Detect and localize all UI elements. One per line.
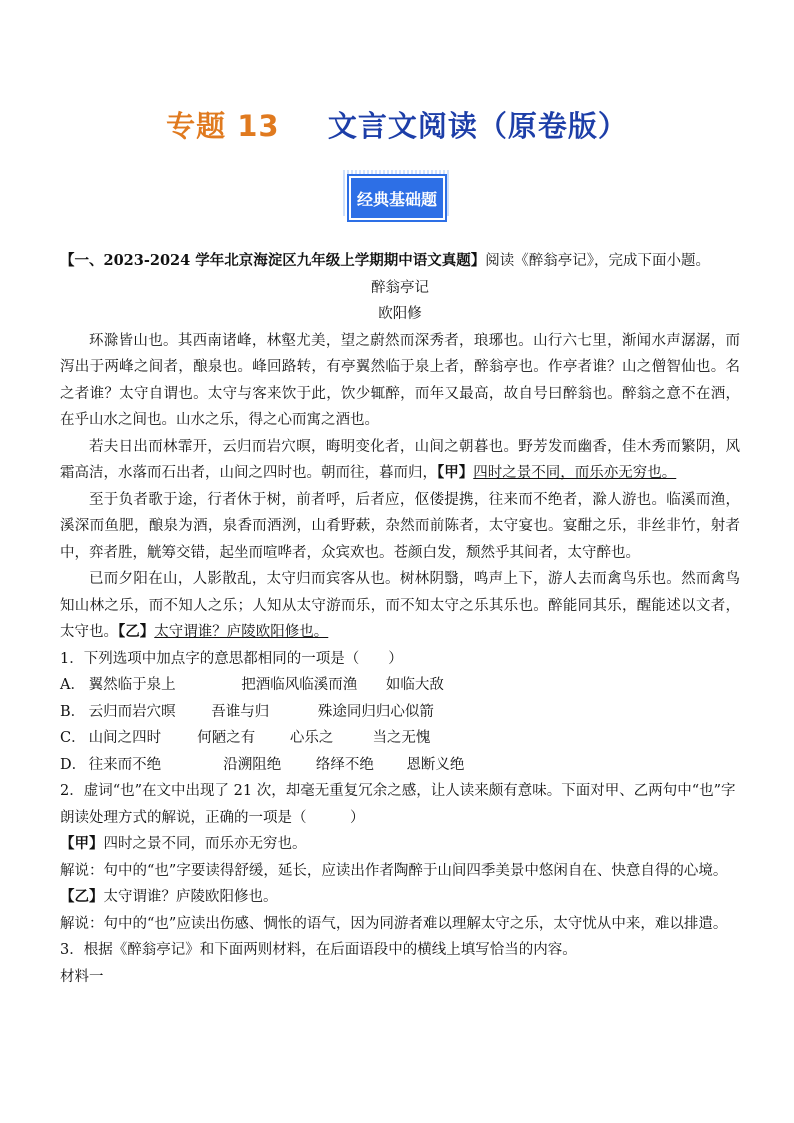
question-2-jia: [60, 831, 740, 858]
option-item: 恩断义绝: [406, 756, 465, 773]
option-item: 山间之四时: [88, 730, 162, 746]
question-2-stem: 2．虚词“也”在文中出现了 21 次，却毫无重复冗余之感，让人读来颇有意味。下面对甲、乙两句中“也”字朗读处理方式的解说，正确的一项是（ ）: [60, 783, 736, 826]
question-3-stem: 3．根据《醉翁亭记》和下面两则材料，在后面语段中的横线上填写恰当的内容。: [60, 942, 577, 958]
question-1-option-c: [60, 725, 740, 752]
article-paragraph-2: [60, 434, 740, 487]
option-item: 络绎不绝: [315, 756, 374, 773]
option-item: 吾谁与归: [211, 703, 270, 720]
question-2-yi-note: 解说：句中的“也”应读出伤感、惆怅的语气，因为同游者难以理解太守之乐，太守忧从中来，难以排遣。: [60, 915, 728, 932]
question-2-yi: [60, 884, 740, 911]
material-one-label: 材料一: [60, 968, 104, 985]
option-item: 把酒临风临溪而渔: [241, 677, 358, 693]
document-body: [60, 248, 740, 990]
option-item: 翼然临于泉上: [88, 677, 176, 693]
page-title: [0, 104, 794, 145]
underlined-sentence-yi: 太守谓谁？庐陵欧阳修也。: [154, 624, 329, 640]
title-main: 文言文阅读（原卷版）: [327, 109, 628, 143]
option-label: B．: [60, 703, 86, 720]
sentence-jia: 四时之景不同，而乐亦无穷也。: [103, 836, 307, 852]
option-label: C．: [60, 730, 86, 746]
option-item: 殊途同归归心似箭: [317, 703, 434, 720]
mark-jia: 【甲】: [437, 464, 474, 481]
option-item: 沿溯阻绝: [223, 756, 282, 773]
option-item: 当之无愧: [372, 730, 431, 746]
mark-jia: 【甲】: [60, 835, 104, 852]
section-badge: [349, 176, 445, 224]
article-paragraph-4: [60, 566, 740, 646]
option-item: 心乐之: [289, 730, 334, 746]
badge-label: 经典基础题: [349, 176, 445, 220]
option-item: 何陋之有: [197, 730, 256, 746]
sentence-yi: 太守谓谁？庐陵欧阳修也。: [103, 889, 278, 905]
reading-instruction: 阅读《醉翁亭记》，完成下面小题。: [485, 253, 711, 269]
option-item: 云归而岩穴暝: [88, 703, 176, 720]
article-paragraph-3: 至于负者歌于途，行者休于树，前者呼，后者应，伛偻提携，往来而不绝者，滁人游也。临溪而渔，溪深而鱼肥，酿泉为酒，泉香而酒洌，山肴野蔌，杂然而前陈者，太守宴也。宴酣之乐，非丝非竹，射者中，弈者胜，觥筹交错，起坐而喧哗者，众宾欢也。苍颜白发，颓然乎其间者，太守醉也。: [60, 491, 740, 561]
option-label: D．: [60, 756, 87, 773]
question-1-option-d: [60, 752, 740, 779]
option-item: 往来而不绝: [88, 756, 162, 773]
title-prefix: 专题 13: [166, 109, 280, 143]
paragraph-4-text: 已而夕阳在山，人影散乱，太守归而宾客从也。树林阴翳，鸣声上下，游人去而禽鸟乐也。然而禽鸟知山林之乐，而不知人之乐；人知从太守游而乐，而不知太守之乐其乐也。醉能同其乐，醒能述以文者，太守也。: [60, 571, 740, 640]
article-author: 欧阳修: [378, 306, 422, 322]
option-item: 如临大敌: [385, 677, 444, 693]
underlined-sentence-jia: 四时之景不同，而乐亦无穷也。: [473, 465, 677, 481]
option-label: A．: [60, 677, 85, 693]
section-heading: [60, 248, 740, 275]
mark-yi: 【乙】: [60, 888, 104, 905]
question-source: 【一、2023-2024 学年北京海淀区九年级上学期期中语文真题】: [60, 252, 486, 269]
question-1-option-b: [60, 699, 740, 726]
question-2-jia-note: 解说：句中的“也”字要读得舒缓，延长，应读出作者陶醉于山间四季美景中悠闲自在、快意自得的心境。: [60, 862, 728, 879]
question-1-stem: 1．下列选项中加点字的意思都相同的一项是（ ）: [60, 650, 403, 667]
paragraph-2-text: 若夫日出而林霏开，云归而岩穴暝，晦明变化者，山间之朝暮也。野芳发而幽香，佳木秀而繁阴，风霜高洁，水落而石出者，山间之四时也。朝而往，暮而归，: [60, 438, 740, 481]
article-paragraph-1: 环滁皆山也。其西南诸峰，林壑尤美，望之蔚然而深秀者，琅琊也。山行六七里，渐闻水声潺潺，而泻出于两峰之间者，酿泉也。峰回路转，有亭翼然临于泉上者，醉翁亭也。作亭者谁？山之僧智仙也。名之者谁？太守自谓也。太守与客来饮于此，饮少辄醉，而年又最高，故自号曰醉翁也。醉翁之意不在酒，在乎山水之间也。山水之乐，得之心而寓之酒也。: [60, 332, 740, 428]
article-title: 醉翁亭记: [371, 279, 429, 296]
question-1-option-a: [60, 672, 740, 699]
mark-yi: 【乙】: [118, 623, 155, 640]
